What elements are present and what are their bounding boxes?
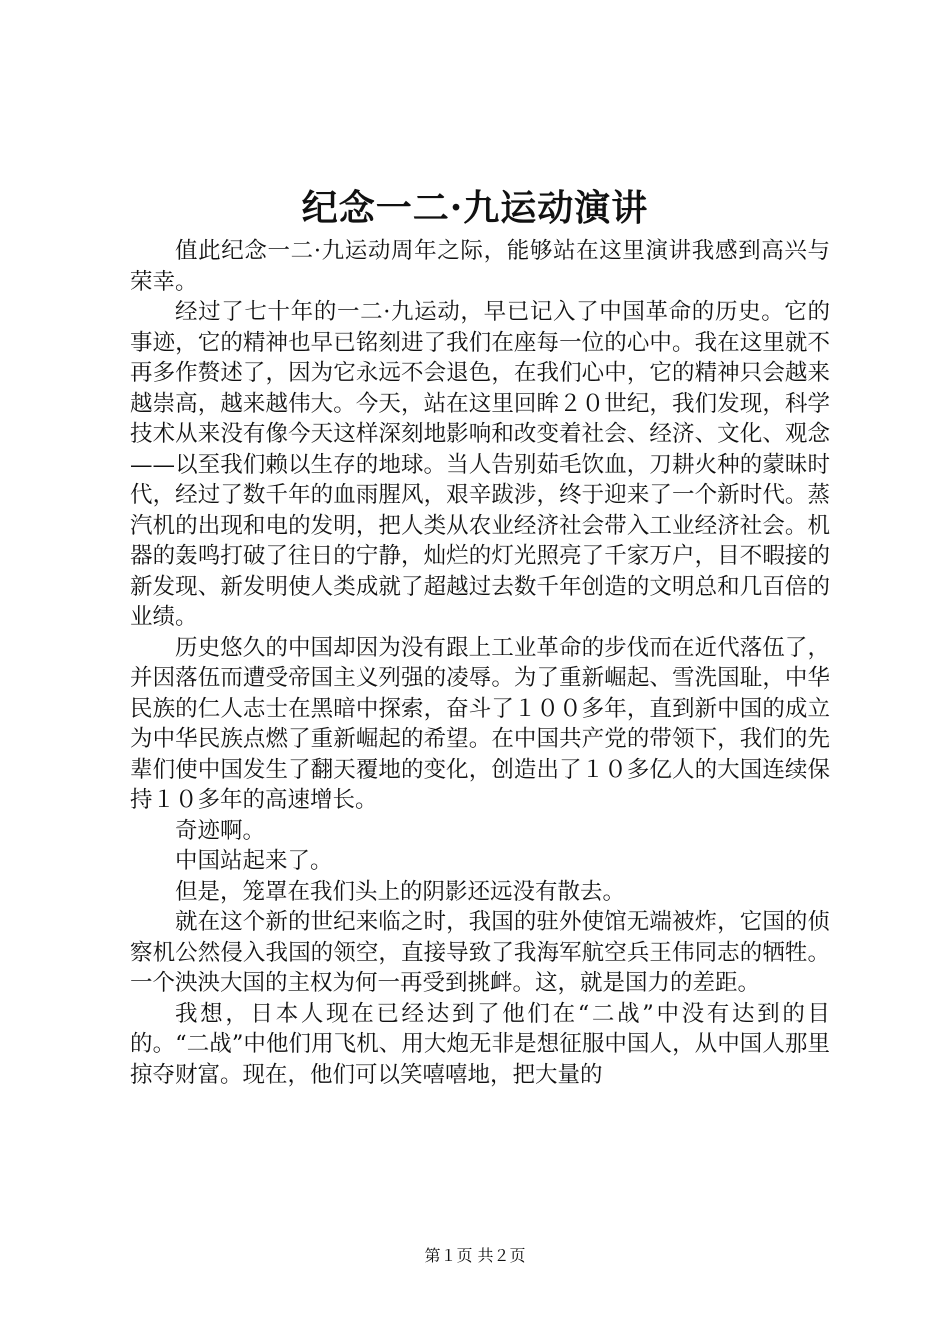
paragraph: 中国站起来了。 bbox=[175, 848, 333, 874]
paragraph: 但是，笼罩在我们头上的阴影还远没有散去。 bbox=[175, 878, 626, 905]
paragraph: 值此纪念一二·九运动周年之际，能够站在这里演讲我感到高兴与荣幸。 bbox=[130, 238, 830, 295]
paragraph: 奇迹啊。 bbox=[175, 817, 266, 844]
paragraph: 历史悠久的中国却因为没有跟上工业革命的步伐而在近代落伍了，并因落伍而遭受帝国主义列强的凌辱。为了重新崛起、雪洗国耻，中华民族的仁人志士在黑暗中探索，奋斗了１００多年，直到新中国的成立为中华民族点燃了重新崛起的希望。在中国共产党的带领下，我们的先辈们使中国发生了翻天覆地的变化，创造出了１０多亿人的大国连续保持１０多年的高速增长。 bbox=[130, 634, 830, 813]
paragraph: 经过了七十年的一二·九运动，早已记入了中国革命的历史。它的事迹，它的精神也早已铭刻进了我们在座每一位的心中。我在这里就不再多作赘述了，因为它永远不会退色，在我们心中，它的精神只会越来越崇高，越来越伟大。今天，站在这里回眸２０世纪，我们发现，科学技术从来没有像今天这样深刻地影响和改变着社会、经济、文化、观念——以至我们赖以生存的地球。当人告别茹毛饮血，刀耕火种的蒙昧时代，经过了数千年的血雨腥风，艰辛跋涉，终于迎来了一个新时代。蒸汽机的出现和电的发明，把人类从农业经济社会带入工业经济社会。机器的轰鸣打破了往日的宁静，灿烂的灯光照亮了千家万户，目不暇接的新发现、新发明使人类成就了超越过去数千年创造的文明总和几百倍的业绩。 bbox=[130, 299, 830, 630]
page-footer: 第１页 共２页 bbox=[424, 1246, 526, 1265]
paragraph: 就在这个新的世纪来临之时，我国的驻外使馆无端被炸，它国的侦察机公然侵入我国的领空，直接导致了我海军航空兵王伟同志的牺牲。一个泱泱大国的主权为何一再受到挑衅。这，就是国力的差距。 bbox=[130, 909, 830, 996]
document-title: 纪念一二·九运动演讲 bbox=[301, 187, 649, 229]
paragraph: 我想，日本人现在已经达到了他们在“二战”中没有达到的目的。“二战”中他们用飞机、用大炮无非是想征服中国人，从中国人那里掠夺财富。现在，他们可以笑嘻嘻地，把大量的 bbox=[130, 1000, 830, 1088]
document-body bbox=[130, 236, 830, 1090]
